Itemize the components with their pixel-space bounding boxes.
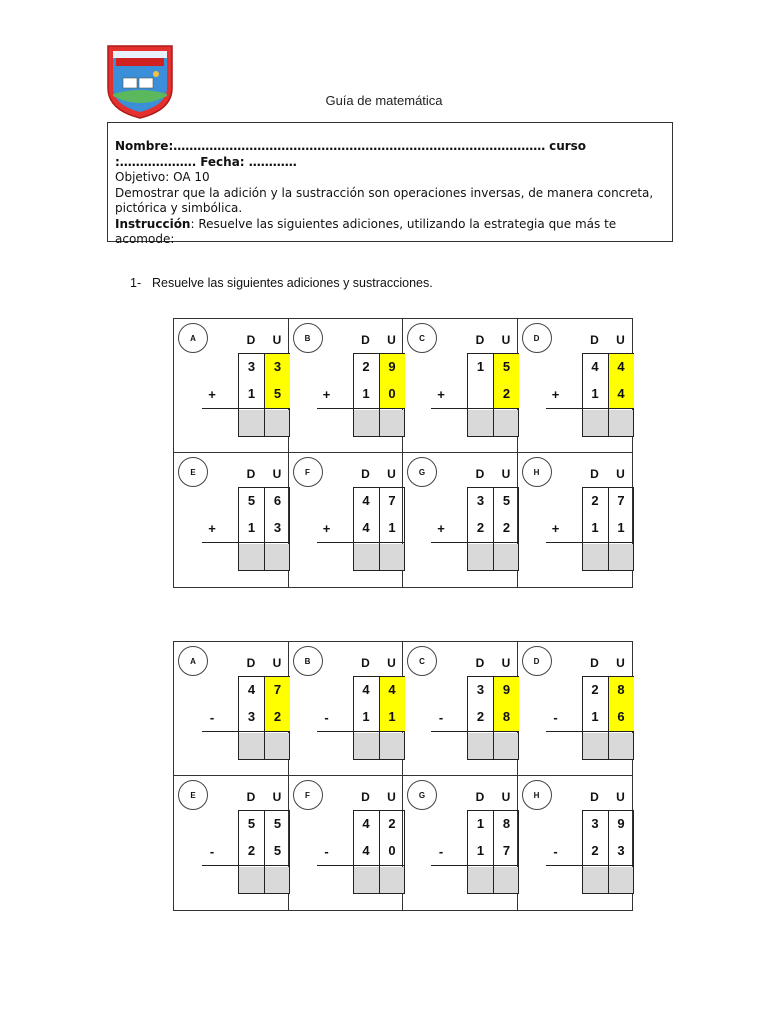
top-tens-digit: 3 (476, 493, 485, 508)
exercise-label-badge: G (407, 457, 437, 487)
operator-sign: - (209, 844, 215, 859)
place-value-box (582, 487, 634, 571)
top-units-digit: 5 (502, 359, 511, 374)
bottom-tens-digit: 2 (247, 843, 256, 858)
bottom-tens-digit: 2 (476, 520, 485, 535)
header-unidades: U (616, 467, 625, 481)
header-decenas: D (475, 656, 485, 670)
bottom-tens-digit: 1 (362, 709, 370, 724)
top-units-digit: 7 (388, 493, 396, 508)
header-decenas: D (590, 656, 599, 670)
bottom-units-digit: 0 (388, 386, 396, 401)
sum-line (202, 408, 290, 409)
exercise-label-badge: E (178, 457, 208, 487)
bottom-units-digit: 6 (617, 709, 625, 724)
header-unidades: U (272, 790, 282, 804)
subtraction-exercise-f (289, 776, 404, 910)
bottom-units-digit: 5 (273, 843, 282, 858)
place-value-box (467, 487, 519, 571)
place-value-box (238, 676, 290, 760)
header-unidades: U (501, 656, 511, 670)
nombre-line: Nombre:………………………………………………………………………………… curso :………………. Fecha: ………… (115, 139, 587, 169)
exercise-label-badge: B (293, 323, 323, 353)
top-tens-digit: 3 (476, 682, 485, 697)
header-decenas: D (475, 790, 485, 804)
bottom-units-digit: 1 (388, 709, 396, 724)
sum-line (431, 408, 519, 409)
top-tens-digit: 1 (476, 359, 485, 374)
operator-sign: - (324, 710, 329, 725)
header-decenas: D (475, 333, 485, 347)
bottom-tens-digit: 4 (362, 843, 370, 858)
subtraction-exercise-c (403, 642, 518, 776)
addition-exercise-d (518, 319, 633, 453)
bottom-units-digit: 2 (502, 386, 511, 401)
header-unidades: U (387, 790, 396, 804)
header-unidades: U (272, 656, 282, 670)
header-unidades: U (387, 333, 396, 347)
sum-line (317, 542, 405, 543)
exercise-label-badge: B (293, 646, 323, 676)
exercise-label-badge: F (293, 780, 323, 810)
addition-exercise-e (174, 453, 289, 587)
bottom-tens-digit: 3 (247, 709, 256, 724)
addition-exercise-f (289, 453, 404, 587)
header-decenas: D (246, 790, 256, 804)
top-tens-digit: 4 (362, 816, 370, 831)
bottom-units-digit: 4 (617, 386, 625, 401)
top-units-digit: 3 (273, 359, 282, 374)
bottom-units-digit: 5 (273, 386, 282, 401)
exercise-label-badge: C (407, 646, 437, 676)
header-decenas: D (475, 467, 485, 481)
place-value-box (582, 676, 634, 760)
school-logo (106, 44, 174, 120)
bottom-units-digit: 7 (502, 843, 511, 858)
header-decenas: D (590, 467, 599, 481)
header-decenas: D (246, 333, 256, 347)
operator-sign: - (553, 710, 558, 725)
top-tens-digit: 1 (476, 816, 485, 831)
header-decenas: D (590, 333, 599, 347)
top-units-digit: 9 (502, 682, 511, 697)
top-tens-digit: 5 (247, 493, 256, 508)
operator-sign: - (438, 844, 444, 859)
addition-exercises-grid (173, 318, 633, 588)
exercise-label-badge: E (178, 780, 208, 810)
header-unidades: U (387, 656, 396, 670)
header-unidades: U (616, 790, 625, 804)
place-value-box (238, 353, 290, 437)
header-unidades: U (616, 656, 625, 670)
operator-sign: + (437, 387, 445, 402)
operator-sign: + (208, 387, 216, 402)
bottom-tens-digit: 1 (476, 843, 485, 858)
top-tens-digit: 3 (247, 359, 256, 374)
top-tens-digit: 4 (362, 682, 370, 697)
top-tens-digit: 4 (247, 682, 256, 697)
top-tens-digit: 5 (247, 816, 256, 831)
operator-sign: - (553, 844, 558, 859)
place-value-box (353, 810, 405, 894)
sum-line (546, 865, 634, 866)
place-value-box (238, 487, 290, 571)
place-value-box (353, 676, 405, 760)
top-units-digit: 8 (617, 682, 625, 697)
sum-line (202, 542, 290, 543)
top-units-digit: 7 (617, 493, 625, 508)
header-decenas: D (246, 467, 256, 481)
operator-sign: - (438, 710, 444, 725)
subtraction-exercise-g (403, 776, 518, 910)
place-value-box (353, 487, 405, 571)
subtraction-exercise-a (174, 642, 289, 776)
bottom-units-digit: 3 (273, 520, 282, 535)
objetivo-line: Objetivo: OA 10 (115, 170, 210, 184)
subtraction-exercise-e (174, 776, 289, 910)
bottom-tens-digit: 2 (476, 709, 485, 724)
section-1-heading: 1- Resuelve las siguientes adiciones y sustracciones. (130, 276, 433, 290)
subtraction-exercise-h (518, 776, 633, 910)
addition-exercise-c (403, 319, 518, 453)
operator-sign: + (208, 521, 216, 536)
header-unidades: U (501, 467, 511, 481)
bottom-units-digit: 1 (617, 520, 625, 535)
top-tens-digit: 3 (591, 816, 599, 831)
header-unidades: U (616, 333, 625, 347)
exercise-label-badge: F (293, 457, 323, 487)
place-value-box (582, 353, 634, 437)
bottom-units-digit: 0 (388, 843, 396, 858)
bottom-tens-digit: 1 (591, 386, 599, 401)
operator-sign: - (324, 844, 329, 859)
operator-sign: + (322, 521, 331, 536)
sum-line (546, 731, 634, 732)
sum-line (431, 865, 519, 866)
sum-line (202, 731, 290, 732)
header-decenas: D (361, 467, 370, 481)
top-units-digit: 4 (617, 359, 625, 374)
sum-line (317, 731, 405, 732)
sum-line (546, 408, 634, 409)
exercise-label-badge: C (407, 323, 437, 353)
sum-line (202, 865, 290, 866)
header-decenas: D (361, 656, 370, 670)
header-unidades: U (272, 333, 282, 347)
bottom-tens-digit: 1 (247, 520, 256, 535)
bottom-tens-digit: 1 (247, 386, 256, 401)
place-value-box (582, 810, 634, 894)
top-tens-digit: 2 (591, 682, 599, 697)
top-units-digit: 5 (502, 493, 511, 508)
header-decenas: D (361, 333, 370, 347)
header-unidades: U (501, 333, 511, 347)
student-info-box (107, 122, 673, 246)
bottom-tens-digit: 1 (591, 520, 599, 535)
bottom-units-digit: 2 (502, 520, 511, 535)
addition-exercise-a (174, 319, 289, 453)
top-units-digit: 2 (388, 816, 396, 831)
bottom-units-digit: 1 (388, 520, 396, 535)
sum-line (546, 542, 634, 543)
operator-sign: + (551, 521, 560, 536)
place-value-box (467, 676, 519, 760)
operator-sign: + (551, 387, 560, 402)
top-units-digit: 5 (273, 816, 282, 831)
bottom-units-digit: 8 (502, 709, 511, 724)
subtraction-exercise-b (289, 642, 404, 776)
top-tens-digit: 4 (362, 493, 370, 508)
exercise-label-badge: D (522, 646, 552, 676)
top-units-digit: 8 (502, 816, 511, 831)
header-unidades: U (501, 790, 511, 804)
top-units-digit: 7 (273, 682, 282, 697)
exercise-label-badge: A (178, 323, 208, 353)
page-title: Guía de matemática (325, 93, 443, 108)
top-units-digit: 4 (388, 682, 396, 697)
place-value-box (467, 810, 519, 894)
place-value-box (467, 353, 519, 437)
exercise-label-badge: A (178, 646, 208, 676)
bottom-units-digit: 2 (273, 709, 282, 724)
subtraction-exercises-grid (173, 641, 633, 911)
exercise-label-badge: H (522, 780, 552, 810)
header-decenas: D (590, 790, 599, 804)
top-units-digit: 6 (273, 493, 282, 508)
bottom-tens-digit: 1 (362, 386, 370, 401)
operator-sign: + (437, 521, 445, 536)
addition-exercise-b (289, 319, 404, 453)
description-text: Demostrar que la adición y la sustracción son operaciones inversas, de manera concreta, pictórica y simbólica. (115, 185, 654, 215)
operator-sign: + (322, 387, 331, 402)
header-unidades: U (387, 467, 396, 481)
top-units-digit: 9 (617, 816, 625, 831)
sum-line (431, 542, 519, 543)
subtraction-exercise-d (518, 642, 633, 776)
header-unidades: U (272, 467, 282, 481)
header-decenas: D (361, 790, 370, 804)
addition-exercise-g (403, 453, 518, 587)
bottom-tens-digit: 2 (591, 843, 599, 858)
bottom-tens-digit: 4 (362, 520, 370, 535)
top-tens-digit: 2 (362, 359, 370, 374)
instruction-line: Instrucción: Resuelve las siguientes adiciones, utilizando la estrategia que más te acomode: (115, 216, 617, 246)
top-tens-digit: 2 (591, 493, 599, 508)
bottom-units-digit: 3 (617, 843, 625, 858)
bottom-tens-digit: 1 (591, 709, 599, 724)
operator-sign: - (209, 710, 215, 725)
top-tens-digit: 4 (591, 359, 599, 374)
addition-exercise-h (518, 453, 633, 587)
sum-line (317, 865, 405, 866)
sum-line (431, 731, 519, 732)
exercise-label-badge: H (522, 457, 552, 487)
top-units-digit: 9 (388, 359, 396, 374)
sum-line (317, 408, 405, 409)
exercise-label-badge: G (407, 780, 437, 810)
place-value-box (238, 810, 290, 894)
place-value-box (353, 353, 405, 437)
exercise-label-badge: D (522, 323, 552, 353)
header-decenas: D (246, 656, 256, 670)
